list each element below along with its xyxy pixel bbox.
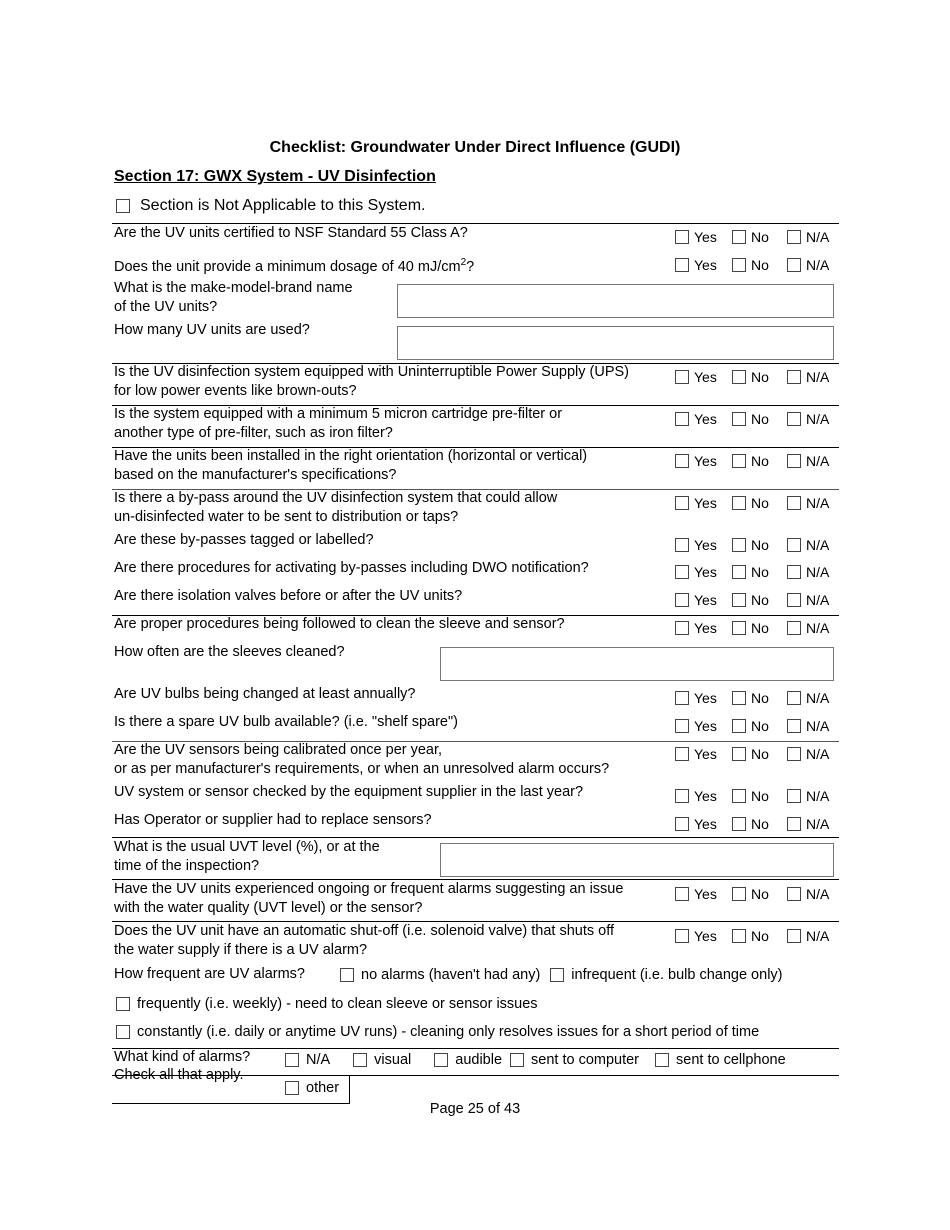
question-make-model: What is the make-model-brand name of the UV units? [114, 280, 353, 315]
yes-label: Yes [694, 564, 717, 580]
question-replace-sensors: Has Operator or supplier had to replace sensors? [114, 812, 432, 828]
yes-label: Yes [694, 746, 717, 762]
na-label: N/A [806, 886, 830, 902]
answer-options [675, 718, 829, 734]
other-label: other [306, 1080, 340, 1096]
yes-label: Yes [694, 495, 717, 511]
question-bypass-procedures: Are there procedures for activating by-passes including DWO notification? [114, 560, 589, 576]
na-label: N/A [806, 229, 830, 245]
na-label: N/A [806, 257, 830, 273]
no-label: No [751, 453, 769, 469]
alarm-kind-options [285, 1052, 786, 1068]
no-label: No [751, 564, 769, 580]
page-number: Page 25 of 43 [429, 1101, 521, 1117]
computer-label: sent to computer [531, 1052, 640, 1068]
other-checkbox[interactable] [285, 1081, 299, 1095]
no-label: No [751, 928, 769, 944]
yes-checkbox[interactable] [675, 719, 689, 733]
yes-label: Yes [694, 453, 717, 469]
na-label: N/A [806, 537, 830, 553]
question-sensor-calibration: Are the UV sensors being calibrated once per year, or as per manufacturer's requirements, or when an unresolved alarm occurs? [114, 742, 610, 777]
no-checkbox[interactable] [732, 258, 746, 272]
yes-label: Yes [694, 928, 717, 944]
alarm-na-label: N/A [306, 1052, 331, 1068]
na-checkbox[interactable] [787, 747, 801, 761]
yes-checkbox[interactable] [675, 691, 689, 705]
question-alarm-frequency: How frequent are UV alarms? [114, 966, 305, 982]
no-label: No [751, 411, 769, 427]
no-alarms-checkbox[interactable] [340, 968, 354, 982]
no-label: No [751, 537, 769, 553]
cellphone-label: sent to cellphone [676, 1052, 786, 1068]
no-alarms-label: no alarms (haven't had any) [361, 967, 541, 983]
no-label: No [751, 690, 769, 706]
na-checkbox[interactable] [787, 691, 801, 705]
no-checkbox[interactable] [732, 929, 746, 943]
no-label: No [751, 369, 769, 385]
question-spare-bulb: Is there a spare UV bulb available? (i.e. "shelf spare") [114, 714, 458, 730]
na-checkbox[interactable] [787, 565, 801, 579]
no-checkbox[interactable] [732, 691, 746, 705]
yes-checkbox[interactable] [675, 887, 689, 901]
na-label: N/A [806, 718, 830, 734]
no-label: No [751, 746, 769, 762]
na-checkbox[interactable] [787, 230, 801, 244]
na-label: N/A [806, 453, 830, 469]
yes-label: Yes [694, 229, 717, 245]
question-uvt-level: What is the usual UVT level (%), or at the time of the inspection? [114, 839, 380, 874]
yes-label: Yes [694, 592, 717, 608]
na-label: N/A [806, 592, 830, 608]
answer-options [675, 564, 829, 580]
answer-options [675, 690, 829, 706]
no-checkbox[interactable] [732, 621, 746, 635]
frequently-label: frequently (i.e. weekly) - need to clean sleeve or sensor issues [137, 996, 538, 1012]
yes-checkbox[interactable] [675, 538, 689, 552]
na-label: N/A [806, 690, 830, 706]
answer-options [675, 453, 829, 469]
yes-checkbox[interactable] [675, 593, 689, 607]
unit-count-input[interactable] [397, 326, 834, 360]
no-label: No [751, 257, 769, 273]
answer-options [675, 229, 829, 245]
question-minimum-dosage: Does the unit provide a minimum dosage of 40 $mJ/cm^2$? [114, 257, 475, 275]
alarm-frequent-row [116, 996, 538, 1012]
na-checkbox[interactable] [787, 887, 801, 901]
yes-label: Yes [694, 411, 717, 427]
yes-checkbox[interactable] [675, 258, 689, 272]
section-title: Section 17: GWX System - UV Disinfection [114, 168, 436, 185]
section-not-applicable-checkbox[interactable] [116, 199, 130, 213]
answer-options [675, 788, 829, 804]
no-label: No [751, 592, 769, 608]
yes-label: Yes [694, 816, 717, 832]
na-checkbox[interactable] [787, 929, 801, 943]
question-unit-count: How many UV units are used? [114, 322, 310, 338]
no-label: No [751, 886, 769, 902]
na-label: N/A [806, 411, 830, 427]
visual-checkbox[interactable] [353, 1053, 367, 1067]
alarm-constant-row [116, 1024, 759, 1040]
yes-checkbox[interactable] [675, 565, 689, 579]
question-cleaning-procedures: Are proper procedures being followed to clean the sleeve and sensor? [114, 616, 565, 632]
answer-options [675, 620, 829, 636]
question-nsf-certification: Are the UV units certified to NSF Standard 55 Class A? [114, 225, 468, 241]
yes-label: Yes [694, 886, 717, 902]
audible-checkbox[interactable] [434, 1053, 448, 1067]
no-checkbox[interactable] [732, 230, 746, 244]
na-label: N/A [806, 564, 830, 580]
answer-options [675, 257, 829, 273]
no-checkbox[interactable] [732, 496, 746, 510]
section-not-applicable-label: Section is Not Applicable to this System. [140, 197, 426, 214]
visual-label: visual [374, 1052, 412, 1068]
audible-label: audible [455, 1052, 503, 1068]
na-label: N/A [806, 620, 830, 636]
na-checkbox[interactable] [787, 817, 801, 831]
question-ups: Is the UV disinfection system equipped with Uninterruptible Power Supply (UPS) for low power events like brown-outs? [114, 364, 629, 399]
no-checkbox[interactable] [732, 370, 746, 384]
yes-label: Yes [694, 537, 717, 553]
yes-checkbox[interactable] [675, 454, 689, 468]
answer-options [675, 495, 829, 511]
no-checkbox[interactable] [732, 538, 746, 552]
na-label: N/A [806, 369, 830, 385]
yes-checkbox[interactable] [675, 370, 689, 384]
yes-label: Yes [694, 690, 717, 706]
yes-checkbox[interactable] [675, 412, 689, 426]
no-checkbox[interactable] [732, 412, 746, 426]
infrequent-label: infrequent (i.e. bulb change only) [571, 967, 783, 983]
no-checkbox[interactable] [732, 887, 746, 901]
yes-label: Yes [694, 369, 717, 385]
na-checkbox[interactable] [787, 370, 801, 384]
yes-checkbox[interactable] [675, 789, 689, 803]
na-checkbox[interactable] [787, 258, 801, 272]
page-title: Checklist: Groundwater Under Direct Influence (GUDI) [269, 139, 681, 156]
question-auto-shutoff: Does the UV unit have an automatic shut-off (i.e. solenoid valve) that shuts off the water supply if there is a UV alarm? [114, 923, 614, 958]
no-label: No [751, 816, 769, 832]
cellphone-checkbox[interactable] [655, 1053, 669, 1067]
alarm-na-checkbox[interactable] [285, 1053, 299, 1067]
answer-options [675, 746, 829, 762]
answer-options [675, 592, 829, 608]
section-not-applicable-row [116, 196, 425, 215]
answer-options [675, 816, 829, 832]
computer-checkbox[interactable] [510, 1053, 524, 1067]
answer-options [675, 886, 829, 902]
uvt-level-input[interactable] [440, 843, 834, 877]
no-checkbox[interactable] [732, 747, 746, 761]
na-checkbox[interactable] [787, 496, 801, 510]
answer-options [675, 411, 829, 427]
answer-options [675, 369, 829, 385]
no-checkbox[interactable] [732, 565, 746, 579]
answer-options [675, 928, 829, 944]
alarm-other-row [285, 1080, 339, 1096]
na-checkbox[interactable] [787, 593, 801, 607]
yes-checkbox[interactable] [675, 747, 689, 761]
yes-label: Yes [694, 257, 717, 273]
cleaning-frequency-input[interactable] [440, 647, 834, 681]
question-alarm-kind: What kind of alarms? Check all that apply. [114, 1049, 251, 1083]
yes-checkbox[interactable] [675, 817, 689, 831]
question-bypass-tagged: Are these by-passes tagged or labelled? [114, 532, 374, 548]
yes-checkbox[interactable] [675, 929, 689, 943]
na-label: N/A [806, 495, 830, 511]
question-isolation-valves: Are there isolation valves before or after the UV units? [114, 588, 463, 604]
no-checkbox[interactable] [732, 719, 746, 733]
no-label: No [751, 229, 769, 245]
no-checkbox[interactable] [732, 789, 746, 803]
yes-checkbox[interactable] [675, 230, 689, 244]
no-label: No [751, 788, 769, 804]
na-checkbox[interactable] [787, 538, 801, 552]
question-bypass: Is there a by-pass around the UV disinfection system that could allow un-disinfected water to be sent to distribution or taps? [114, 490, 558, 525]
question-orientation: Have the units been installed in the right orientation (horizontal or vertical) based on the manufacturer's specifications? [114, 448, 588, 483]
yes-label: Yes [694, 620, 717, 636]
na-checkbox[interactable] [787, 789, 801, 803]
question-cleaning-frequency: How often are the sleeves cleaned? [114, 644, 345, 660]
yes-label: Yes [694, 718, 717, 734]
question-bulb-change: Are UV bulbs being changed at least annually? [114, 686, 416, 702]
no-label: No [751, 718, 769, 734]
make-model-input[interactable] [397, 284, 834, 318]
na-label: N/A [806, 928, 830, 944]
constantly-label: constantly (i.e. daily or anytime UV runs) - cleaning only resolves issues for a short period of time [137, 1024, 760, 1040]
question-frequent-alarms: Have the UV units experienced ongoing or frequent alarms suggesting an issue with the water quality (UVT level) or the sensor? [114, 881, 624, 916]
no-checkbox[interactable] [732, 817, 746, 831]
question-pre-filter: Is the system equipped with a minimum 5 micron cartridge pre-filter or another type of pre-filter, such as iron filter? [114, 406, 563, 441]
na-label: N/A [806, 788, 830, 804]
yes-checkbox[interactable] [675, 496, 689, 510]
na-label: N/A [806, 816, 830, 832]
answer-options [675, 537, 829, 553]
constantly-checkbox[interactable] [116, 1025, 130, 1039]
no-checkbox[interactable] [732, 593, 746, 607]
yes-label: Yes [694, 788, 717, 804]
infrequent-checkbox[interactable] [550, 968, 564, 982]
no-checkbox[interactable] [732, 454, 746, 468]
na-checkbox[interactable] [787, 719, 801, 733]
na-checkbox[interactable] [787, 454, 801, 468]
na-label: N/A [806, 746, 830, 762]
no-label: No [751, 620, 769, 636]
alarm-frequency-options [340, 967, 783, 983]
frequently-checkbox[interactable] [116, 997, 130, 1011]
yes-checkbox[interactable] [675, 621, 689, 635]
no-label: No [751, 495, 769, 511]
na-checkbox[interactable] [787, 412, 801, 426]
question-supplier-check: UV system or sensor checked by the equipment supplier in the last year? [114, 784, 584, 800]
na-checkbox[interactable] [787, 621, 801, 635]
